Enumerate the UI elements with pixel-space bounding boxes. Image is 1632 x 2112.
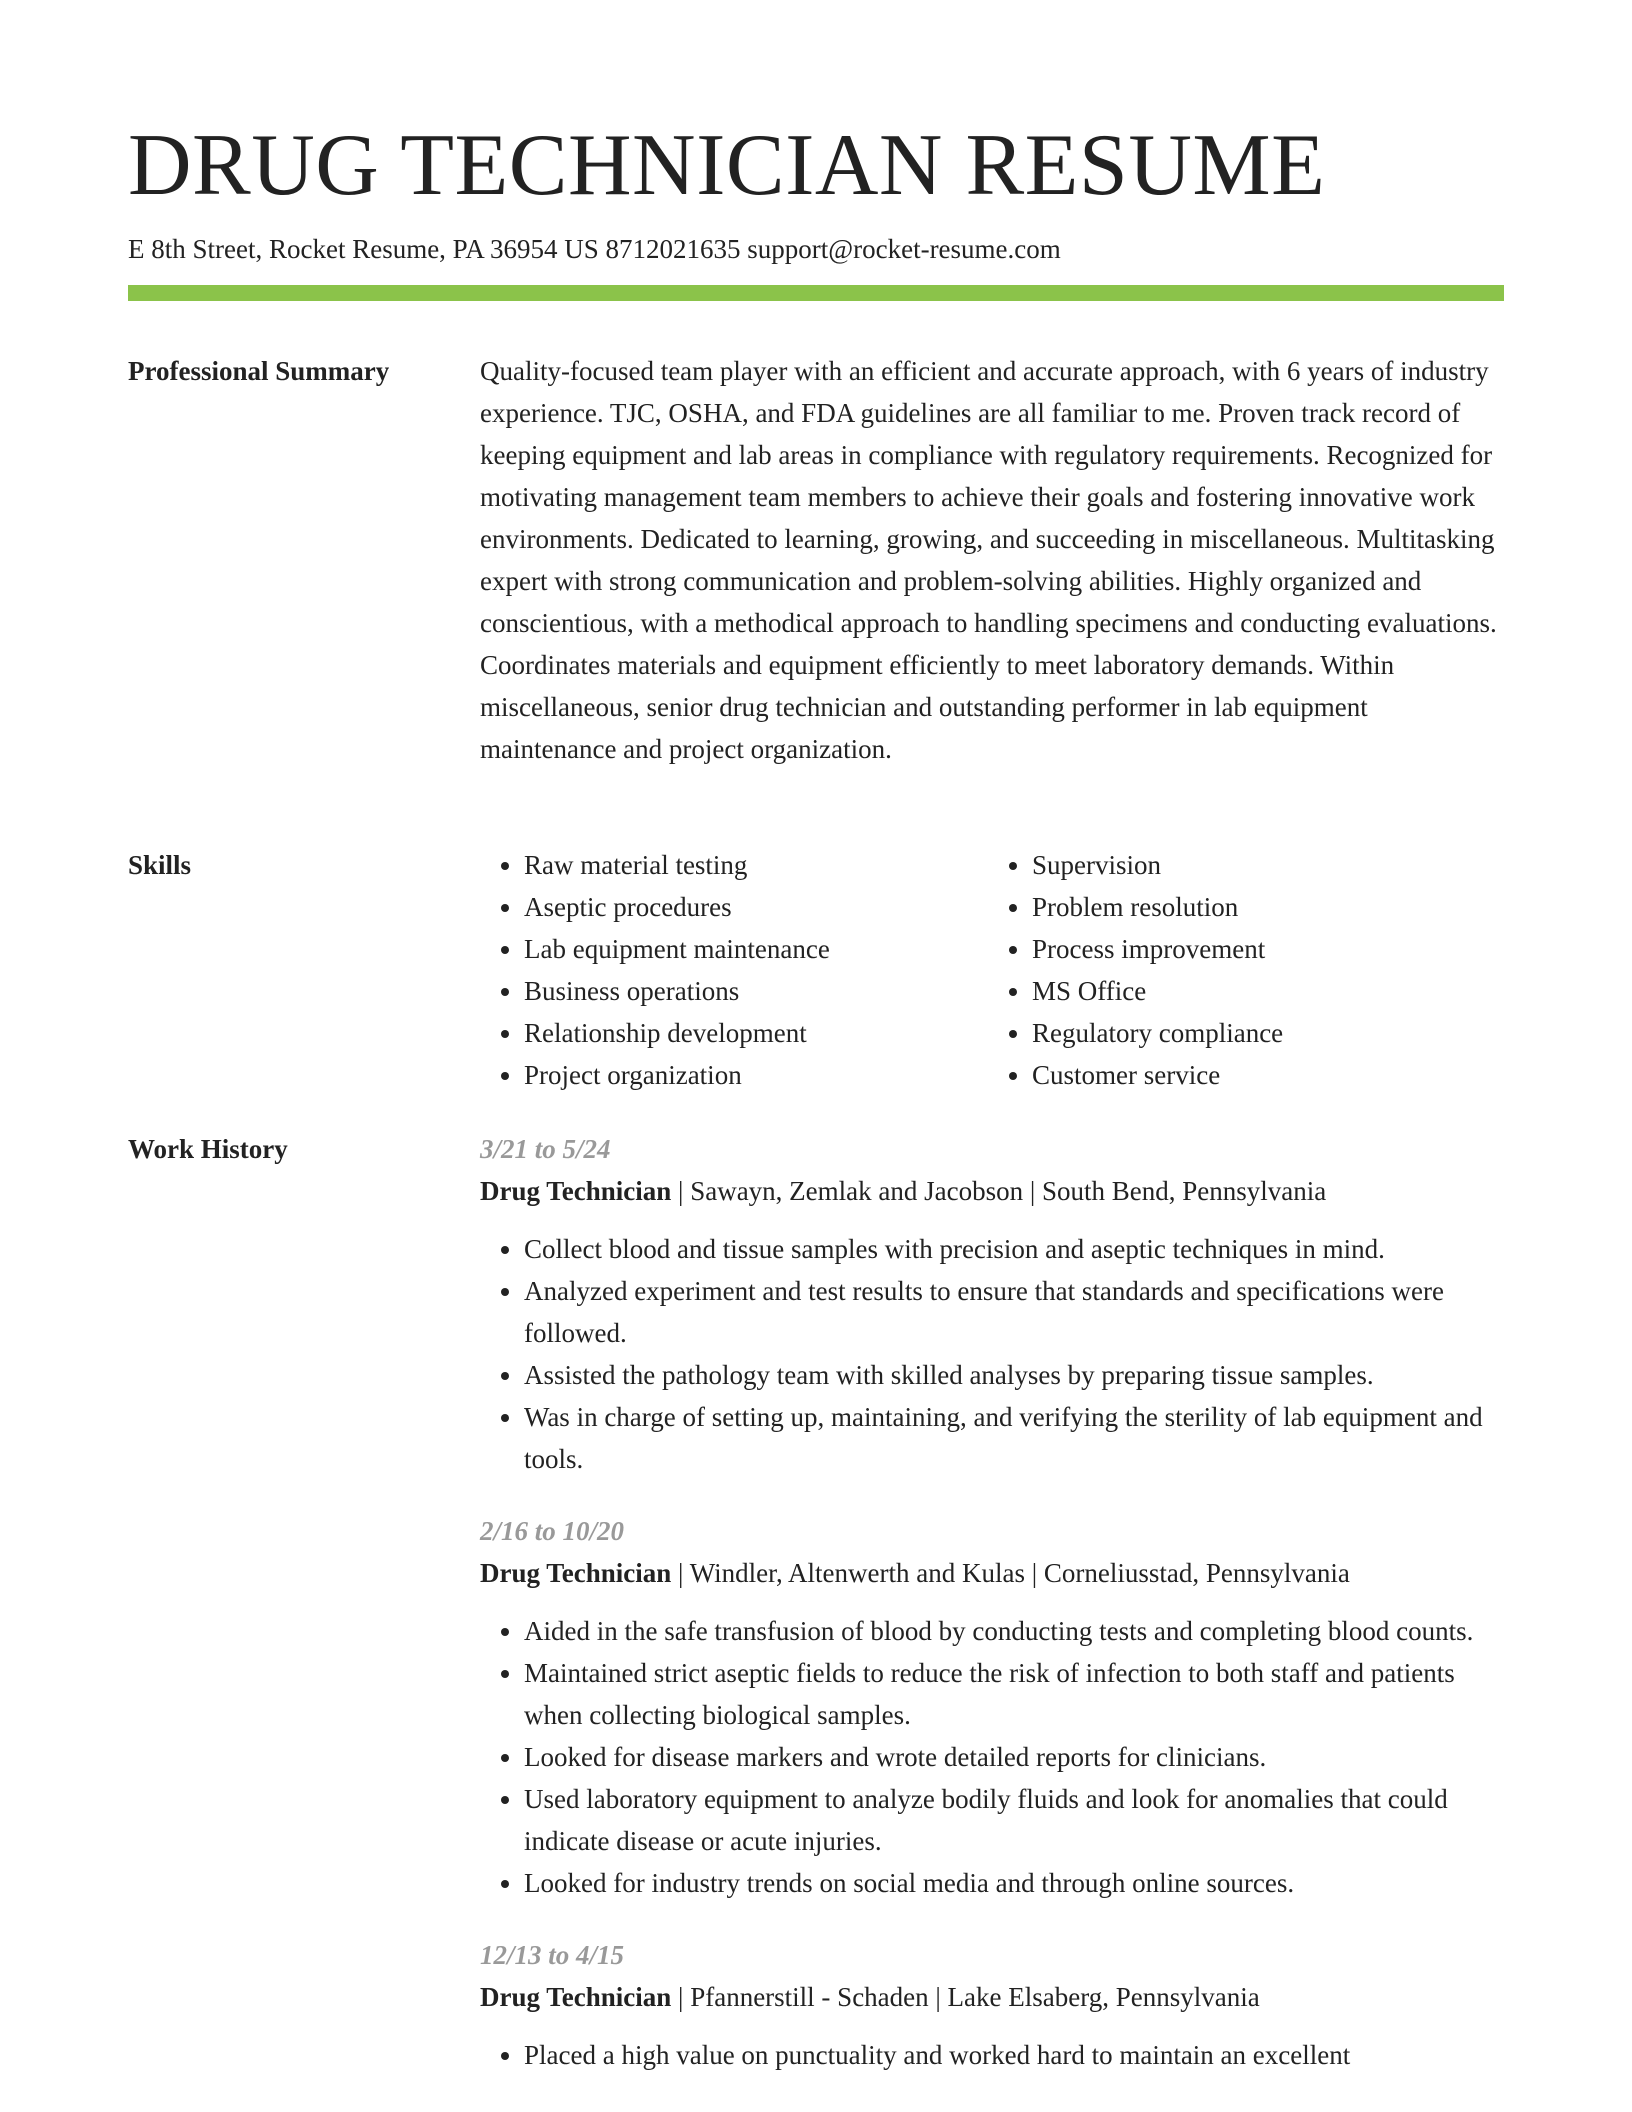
job-employer-location: | Windler, Altenwerth and Kulas | Corneliusstad, Pennsylvania (671, 1558, 1350, 1588)
summary-section (480, 350, 1504, 770)
skill-item: • Customer service (1032, 1054, 1492, 1096)
skill-item: • Supervision (1032, 844, 1492, 886)
skill-item: • Aseptic procedures (524, 886, 984, 928)
job-bullet: • Assisted the pathology team with skilled analyses by preparing tissue samples. (524, 1354, 1504, 1396)
job-bullet-list (480, 1228, 1504, 1480)
job-bullet-list (480, 2034, 1504, 2076)
job-bullet: • Used laboratory equipment to analyze bodily fluids and look for anomalies that could indicate disease or acute injuries. (524, 1778, 1504, 1862)
skill-item: • MS Office (1032, 970, 1492, 1012)
job-dates: 3/21 to 5/24 (480, 1134, 611, 1164)
skill-item: • Regulatory compliance (1032, 1012, 1492, 1054)
job-entry (480, 1128, 1504, 1480)
job-heading (480, 1170, 1504, 1212)
skill-item: • Relationship development (524, 1012, 984, 1054)
work-history-label: Work History (128, 1134, 288, 1164)
contact-line: E 8th Street, Rocket Resume, PA 36954 US 8712021635 support@rocket-resume.com (128, 234, 1061, 264)
skill-item: • Process improvement (1032, 928, 1492, 970)
job-bullet-list (480, 1610, 1504, 1904)
skills-section (480, 844, 1504, 1096)
job-bullet: • Collect blood and tissue samples with precision and aseptic techniques in mind. (524, 1228, 1504, 1270)
resume-title: DRUG TECHNICIAN RESUME (128, 117, 1326, 214)
skill-item: • Project organization (524, 1054, 984, 1096)
job-bullet: • Looked for industry trends on social media and through online sources. (524, 1862, 1504, 1904)
job-bullet: • Was in charge of setting up, maintaining, and verifying the sterility of lab equipment and tools. (524, 1396, 1504, 1480)
job-bullet: • Analyzed experiment and test results to ensure that standards and specifications were followed. (524, 1270, 1504, 1354)
skills-list-left (480, 844, 984, 1096)
job-heading (480, 1552, 1504, 1594)
job-heading (480, 1976, 1504, 2018)
job-employer-location: | Pfannerstill - Schaden | Lake Elsaberg, Pennsylvania (671, 1982, 1260, 2012)
job-dates: 2/16 to 10/20 (480, 1516, 625, 1546)
job-bullet: • Looked for disease markers and wrote detailed reports for clinicians. (524, 1736, 1504, 1778)
skills-label: Skills (128, 850, 192, 880)
job-bullet: • Placed a high value on punctuality and worked hard to maintain an excellent (524, 2034, 1504, 2076)
job-bullet: • Aided in the safe transfusion of blood by conducting tests and completing blood counts. (524, 1610, 1504, 1652)
summary-text: Quality-focused team player with an efficient and accurate approach, with 6 years of industry experience. TJC, OSHA, and FDA guidelines are all familiar to me. Proven track record of keeping equipment and lab areas in compliance with regulatory requirements. Recognized for motivating management team members to achieve their goals and fostering innovative work environments. Dedicated to learning, growing, and succeeding in miscellaneous. Multitasking expert with strong communication and problem-solving abilities. Highly organized and conscientious, with a methodical approach to handling specimens and conducting evaluations. Coordinates materials and equipment efficiently to meet laboratory demands. Within miscellaneous, senior drug technician and outstanding performer in lab equipment maintenance and project organization. (480, 356, 1497, 764)
skill-item: • Problem resolution (1032, 886, 1492, 928)
accent-divider (128, 285, 1504, 301)
skill-item: • Business operations (524, 970, 984, 1012)
job-title: Drug Technician (480, 1982, 672, 2012)
job-dates: 12/13 to 4/15 (480, 1940, 625, 1970)
summary-label: Professional Summary (128, 356, 390, 386)
job-entry (480, 1934, 1504, 2076)
job-title: Drug Technician (480, 1176, 672, 1206)
skill-item: • Raw material testing (524, 844, 984, 886)
skills-list-right (984, 844, 1492, 1096)
job-entry (480, 1510, 1504, 1904)
skill-item: • Lab equipment maintenance (524, 928, 984, 970)
job-employer-location: | Sawayn, Zemlak and Jacobson | South Bend, Pennsylvania (671, 1176, 1327, 1206)
job-title: Drug Technician (480, 1558, 672, 1588)
job-bullet: • Maintained strict aseptic fields to reduce the risk of infection to both staff and patients when collecting biological samples. (524, 1652, 1504, 1736)
work-history-section (480, 1128, 1504, 2106)
